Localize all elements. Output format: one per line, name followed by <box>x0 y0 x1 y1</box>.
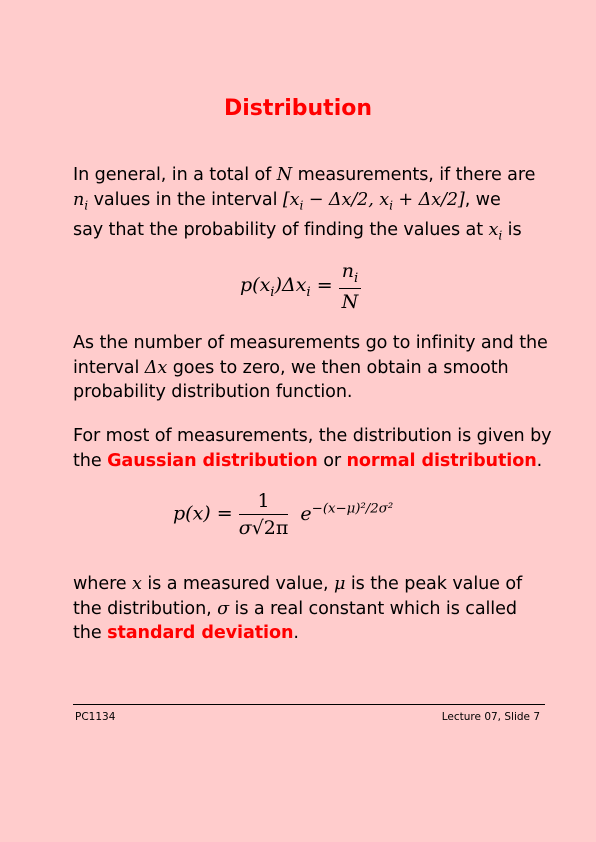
math-part: + Δx/2] <box>392 189 465 210</box>
text: values in the interval <box>88 189 283 210</box>
eq2-lhs: p(x) = <box>173 502 239 525</box>
exponential <box>300 503 393 525</box>
math-root: √2π <box>251 517 289 539</box>
text: the <box>73 450 108 471</box>
text: In general, in a total of <box>73 165 277 185</box>
text: measurements, if there are <box>292 165 536 185</box>
equation-probability <box>240 260 361 313</box>
math-interval <box>282 189 465 213</box>
text: is the peak value of <box>345 574 523 594</box>
highlight-gaussian: Gaussian distribution <box>107 450 318 471</box>
highlight-normal: normal distribution <box>346 450 537 471</box>
text: is <box>502 219 522 240</box>
text: . <box>536 450 543 471</box>
text: where <box>73 574 133 594</box>
footer-course-code: PC1134 <box>75 711 116 723</box>
math-part: n <box>341 260 354 282</box>
math-sigma: σ <box>217 598 230 619</box>
paragraph-where <box>73 572 553 646</box>
fraction-denominator <box>239 515 289 539</box>
fraction-numerator <box>339 260 362 289</box>
math-sub: i <box>389 198 393 213</box>
text: the distribution, <box>73 598 218 619</box>
text: is a measured value, <box>141 574 335 594</box>
math-sub: i <box>306 285 311 301</box>
footer-divider <box>73 704 545 705</box>
text: For most of measurements, the distribution is given by <box>73 426 552 446</box>
math-n <box>73 189 89 213</box>
text: say that the probability of finding the values at <box>73 219 489 240</box>
math-part: p(x <box>240 274 271 297</box>
math-N: N <box>276 165 293 185</box>
text: is a real constant which is called <box>229 598 517 619</box>
equation-gaussian <box>173 490 393 539</box>
text: interval <box>73 357 145 378</box>
math-sub: i <box>299 198 304 213</box>
text: As the number of measurements go to infinity and the <box>73 333 548 353</box>
math-n-base: n <box>73 189 85 210</box>
math-xi <box>488 219 503 243</box>
math-exponent: −(x−μ)²/2σ² <box>311 501 394 517</box>
fraction <box>339 260 362 313</box>
math-sub: i <box>353 270 359 286</box>
fraction <box>239 490 289 539</box>
paragraph-intro <box>73 163 553 248</box>
math-x: x <box>132 574 142 594</box>
math-part: [x <box>282 189 300 210</box>
fraction-denominator: N <box>341 290 359 313</box>
paragraph-gaussian <box>73 424 553 473</box>
text: or <box>317 450 347 471</box>
footer-slide-number: Lecture 07, Slide 7 <box>441 711 540 723</box>
math-part: − Δx/2, x <box>303 189 390 210</box>
text: the <box>73 623 108 643</box>
math-dx: Δx <box>144 357 168 378</box>
fraction-numerator: 1 <box>239 490 289 515</box>
math-mu: μ <box>334 574 346 594</box>
math-sub: i <box>498 228 503 243</box>
text: , we <box>464 189 501 210</box>
equals-sign: = <box>310 274 339 297</box>
slide-title: Distribution <box>223 96 373 121</box>
math-part: )Δx <box>274 274 307 297</box>
text: . <box>293 623 299 643</box>
math-sub: i <box>270 285 275 301</box>
math-e: e <box>300 502 312 525</box>
math-n-sub: i <box>84 198 89 213</box>
text: goes to zero, we then obtain a smooth <box>167 357 509 378</box>
paragraph-limit <box>73 331 553 405</box>
highlight-standard-deviation: standard deviation <box>107 623 294 643</box>
math-sigma: σ <box>238 517 252 539</box>
math-part: x <box>488 219 499 240</box>
eq1-lhs <box>240 274 311 301</box>
text: probability distribution function. <box>73 382 353 402</box>
